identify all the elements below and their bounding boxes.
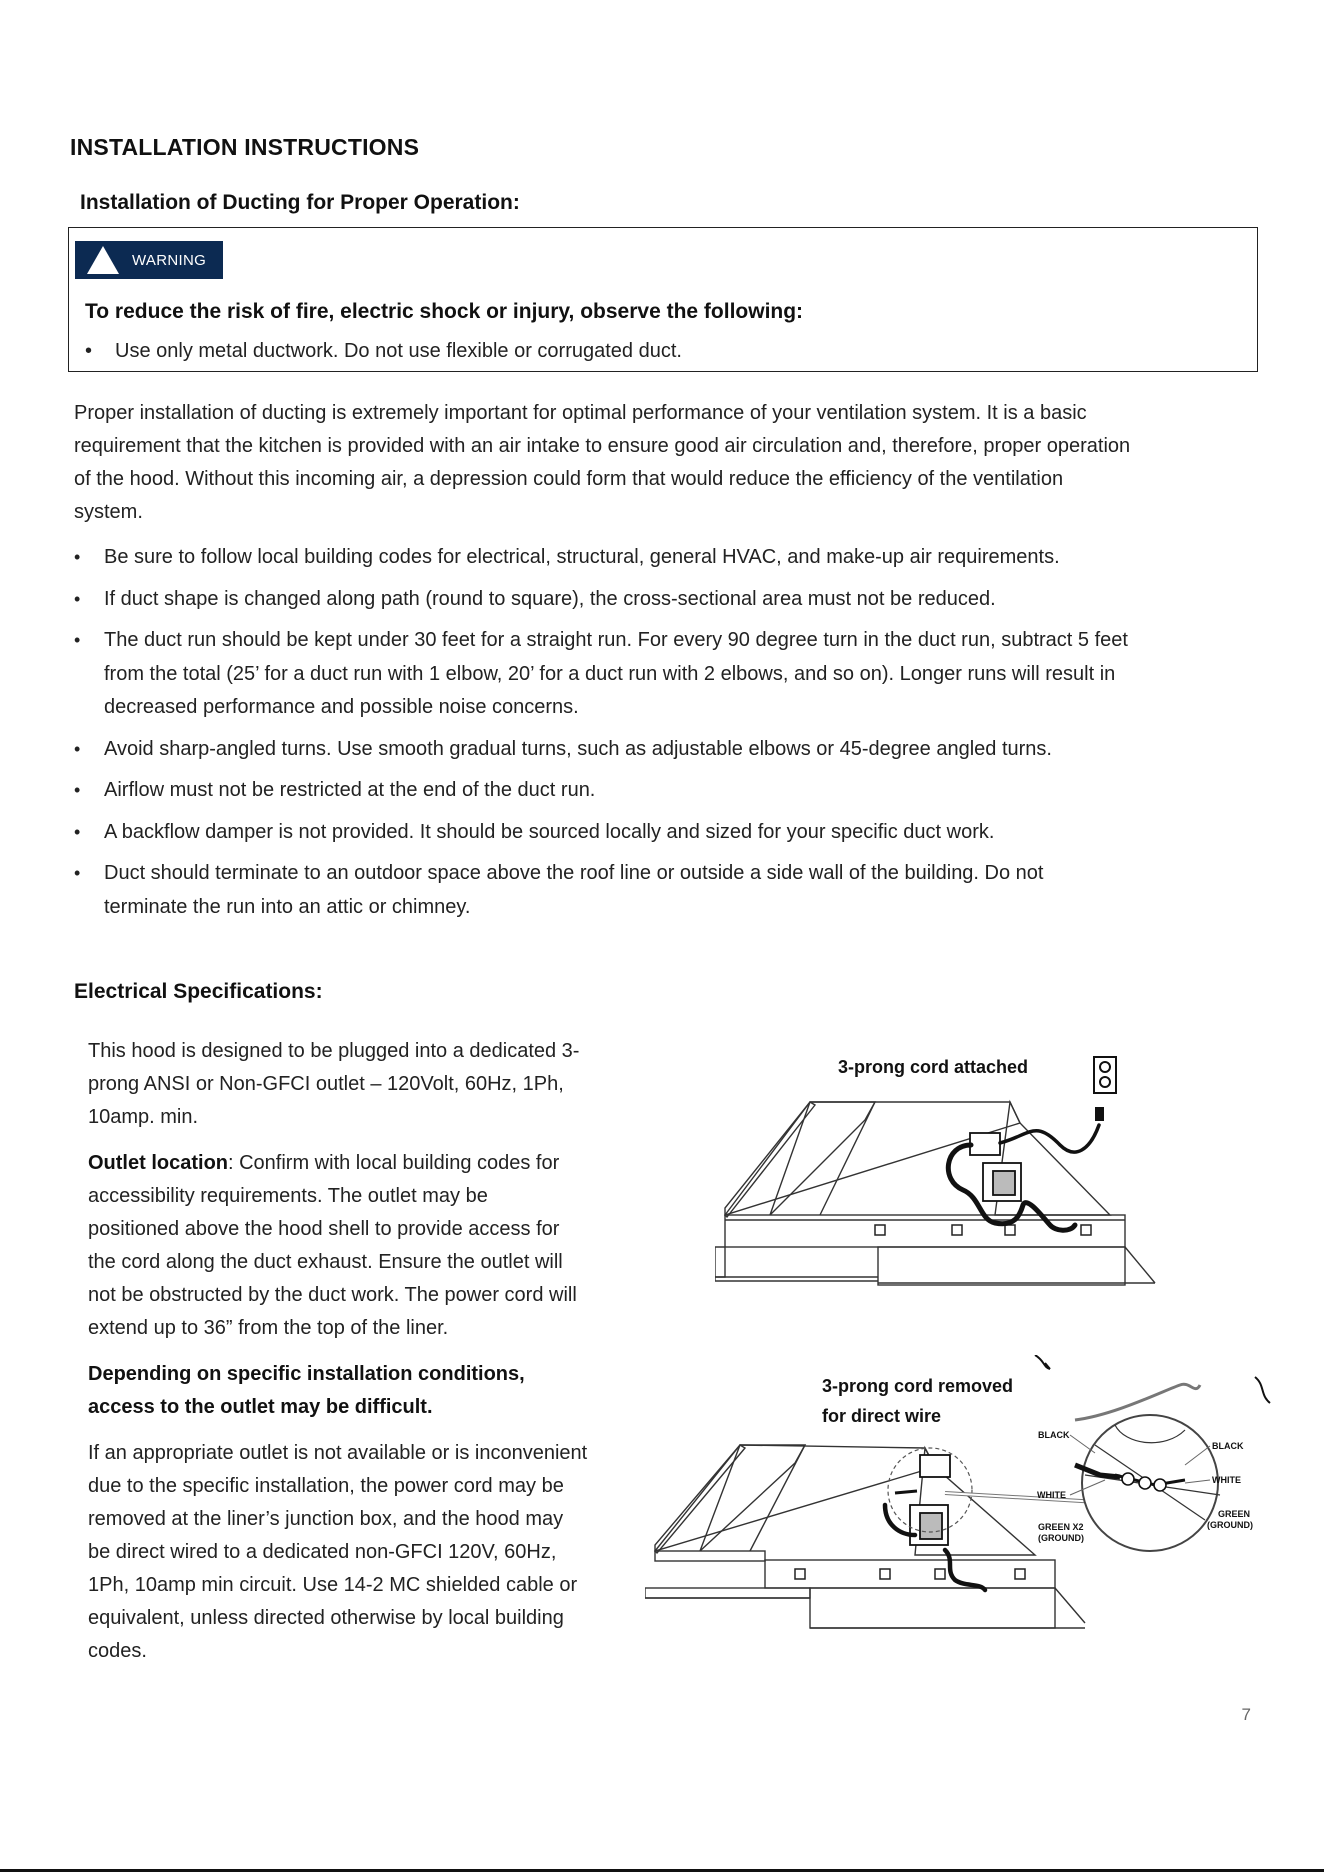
list-item: • Avoid sharp-angled turns. Use smooth gradual turns, such as adjustable elbows or 45-degree angled turns. — [74, 733, 1254, 767]
warning-badge-label: WARNING — [132, 251, 207, 269]
direct-wire-paragraph: If an appropriate outlet is not available or is inconvenient due to the specific installation, the power cord may be removed at the liner’s junction box, and the hood may be direct wired to a dedicated non-GFCI 120V, 60Hz, 1Ph, 10amp min circuit. Use 14-2 MC shielded cable or equivalent, unless directed otherwise by local building codes. — [88, 1442, 588, 1662]
intro-line: requirement that the kitchen is provided with an air intake to ensure good air circulation and, therefore, proper operation — [74, 435, 1131, 457]
diagram-label-direct-wire: for direct wire — [822, 1406, 942, 1426]
inset-label-green-right: GREEN — [1218, 1509, 1251, 1519]
warning-box — [68, 227, 1258, 372]
intro-line: system. — [74, 501, 143, 523]
outlet-location-label: Outlet location — [88, 1152, 228, 1174]
warning-bullet-text: Use only metal ductwork. Do not use flexible or corrugated duct. — [115, 340, 682, 362]
hood-direct-wire-diagram — [645, 1355, 1285, 1640]
outlet-access-note: Depending on specific installation conditions, access to the outlet may be difficult. — [88, 1363, 525, 1418]
warning-badge — [75, 241, 223, 279]
list-item: • Airflow must not be restricted at the end of the duct run. — [74, 774, 1254, 808]
wall-outlet-icon — [1094, 1057, 1116, 1093]
outlet-location-paragraph: Outlet location: Confirm with local building codes for accessibility requirements. The outlet may be positioned above the hood shell to provide access for the cord along the duct exhaust. Ensure the outlet will not be obstructed by the duct work. The power cord will extend up to 36” from the top of the liner. — [88, 1152, 577, 1339]
inset-label-black-right: BLACK — [1212, 1441, 1244, 1451]
warning-triangle-icon — [87, 246, 119, 274]
electrical-intro-paragraph: This hood is designed to be plugged into a dedicated 3- prong ANSI or Non-GFCI outlet – 120Volt, 60Hz, 1Ph, 10amp. min. — [88, 1040, 580, 1128]
section-heading-ducting: Installation of Ducting for Proper Operation: — [80, 191, 520, 214]
inset-label-ground-right: (GROUND) — [1207, 1520, 1253, 1530]
inset-label-white-right: WHITE — [1212, 1475, 1241, 1485]
list-item: • The duct run should be kept under 30 feet for a straight run. For every 90 degree turn in the duct run, subtract 5 feet from the total (25’ for a duct run with 1 elbow, 20’ for a duct run with 2 elbows, and so on). Longer runs will result in decreased performance and possible noise concerns. — [74, 624, 1254, 725]
diagram-label-cord-removed: 3-prong cord removed — [822, 1376, 1014, 1396]
inset-label-green-left: GREEN X2 — [1038, 1522, 1084, 1532]
inset-label-white-left: WHITE — [1037, 1490, 1066, 1500]
list-item: • Duct should terminate to an outdoor space above the roof line or outside a side wall of the building. Do not terminate the run into an attic or chimney. — [74, 857, 1254, 924]
page-number: 7 — [1241, 1705, 1251, 1724]
intro-line: Proper installation of ducting is extremely important for optimal performance of your ventilation system. It is a basic — [74, 402, 1087, 424]
inset-label-black-left: BLACK — [1038, 1430, 1070, 1440]
intro-line: of the hood. Without this incoming air, a depression could form that would reduce the efficiency of the ventilation — [74, 468, 1064, 490]
ducting-requirements-list — [74, 541, 1254, 932]
warning-heading: To reduce the risk of fire, electric shock or injury, observe the following: — [85, 300, 804, 323]
intro-paragraph — [74, 397, 1264, 529]
inset-label-ground-left: (GROUND) — [1038, 1533, 1084, 1543]
list-item: • If duct shape is changed along path (round to square), the cross-sectional area must not be reduced. — [74, 583, 1254, 617]
warning-bullet: • Use only metal ductwork. Do not use flexible or corrugated duct. — [85, 340, 682, 362]
hood-cord-attached-diagram — [715, 1045, 1165, 1305]
list-item: • A backflow damper is not provided. It should be sourced locally and sized for your specific duct work. — [74, 816, 1254, 850]
list-item: • Be sure to follow local building codes for electrical, structural, general HVAC, and make-up air requirements. — [74, 541, 1254, 575]
diagram-label-cord-attached: 3-prong cord attached — [838, 1057, 1029, 1077]
section-heading-electrical: Electrical Specifications: — [74, 980, 323, 1003]
page-title: INSTALLATION INSTRUCTIONS — [70, 134, 420, 160]
